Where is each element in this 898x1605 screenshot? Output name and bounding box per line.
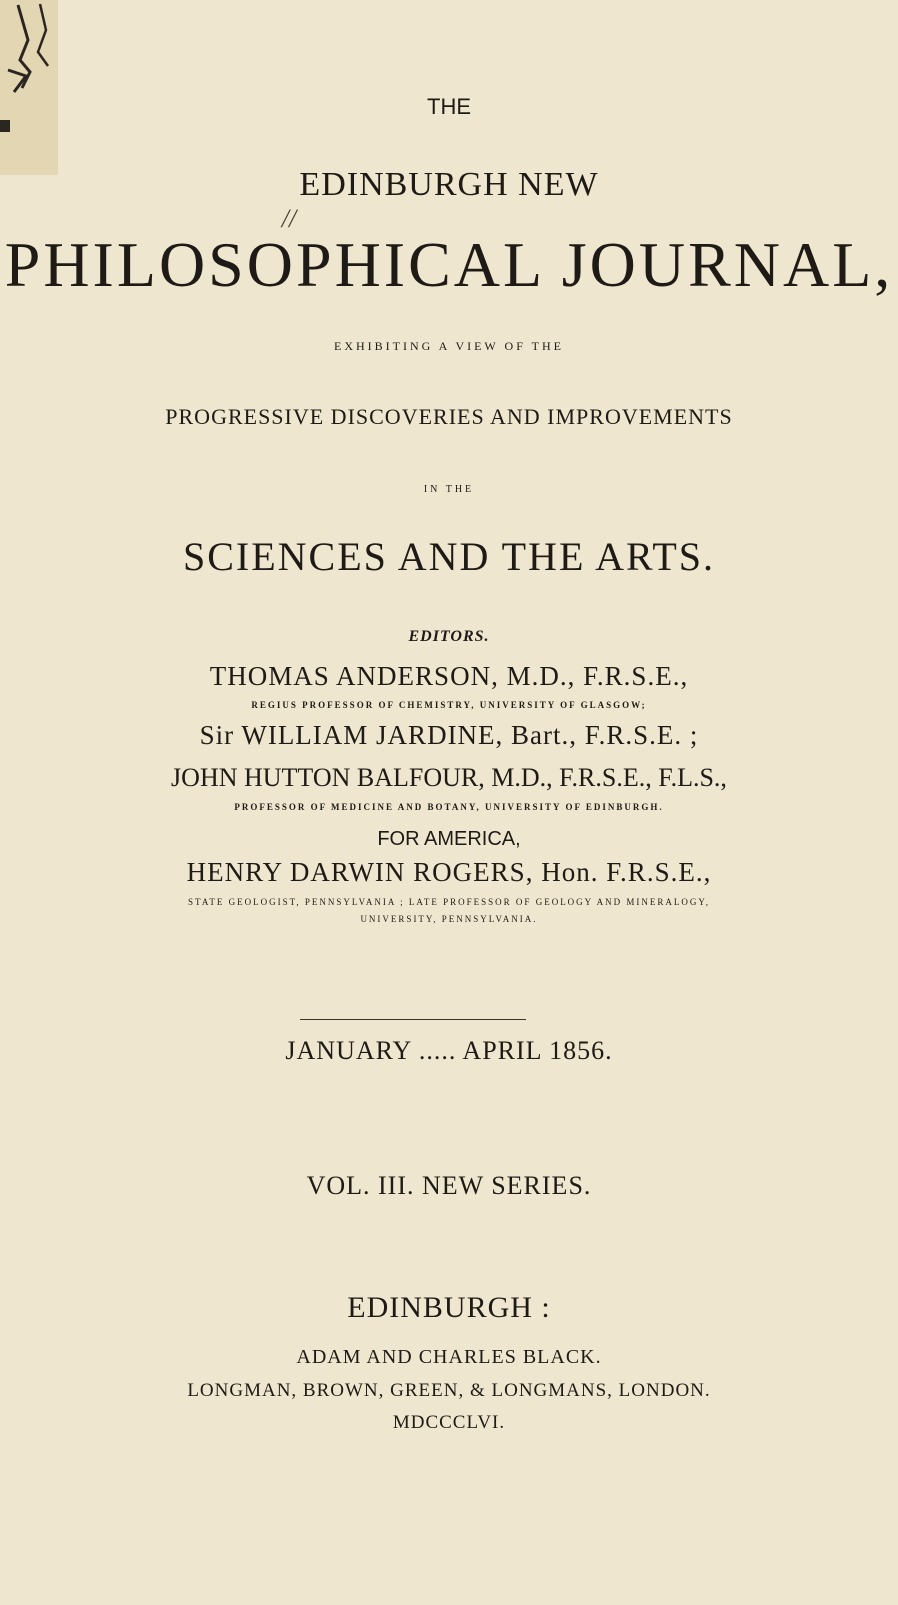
editor4-title-line2: UNIVERSITY, PENNSYLVANIA. bbox=[360, 914, 538, 924]
subtitle-in-the: IN THE bbox=[423, 484, 475, 495]
subtitle-progressive: PROGRESSIVE DISCOVERIES AND IMPROVEMENTS bbox=[165, 404, 733, 429]
subtitle-exhibiting: EXHIBITING A VIEW OF THE bbox=[334, 339, 564, 353]
period-dates: JANUARY ..... APRIL 1856. bbox=[285, 1036, 613, 1065]
subtitle-sciences: SCIENCES AND THE ARTS. bbox=[182, 534, 716, 579]
editor4-line bbox=[0, 857, 898, 888]
imprint-year: MDCCCLVI. bbox=[392, 1412, 506, 1433]
editor2-name: WILLIAM JARDINE, bbox=[241, 720, 504, 750]
editor2-sir: Sir bbox=[199, 720, 235, 750]
title-the: THE bbox=[427, 94, 471, 119]
editor1-name: THOMAS ANDERSON, M.D., F.R.S.E., bbox=[209, 661, 689, 691]
editor3-title: PROFESSOR OF MEDICINE AND BOTANY, UNIVERSITY OF EDINBURGH. bbox=[234, 802, 664, 812]
editor4-name: HENRY DARWIN ROGERS, bbox=[186, 857, 534, 887]
title-edinburgh-new: EDINBURGH NEW bbox=[299, 166, 599, 203]
for-america: FOR AMERICA, bbox=[377, 828, 521, 850]
volume-label: VOL. III. NEW SERIES. bbox=[306, 1171, 592, 1200]
editor4-frse: F.R.S.E., bbox=[606, 857, 712, 887]
editor3-name: JOHN HUTTON BALFOUR, M.D., F.R.S.E., F.L.S., bbox=[171, 763, 727, 792]
imprint-publisher1: ADAM AND CHARLES BLACK. bbox=[296, 1346, 602, 1368]
divider-rule bbox=[300, 1019, 526, 1020]
library-stamp-mark bbox=[0, 0, 58, 175]
imprint-city: EDINBURGH : bbox=[347, 1291, 551, 1324]
editor1-title: REGIUS PROFESSOR OF CHEMISTRY, UNIVERSITY OF GLASGOW; bbox=[251, 700, 647, 710]
imprint-publisher2: LONGMAN, BROWN, GREEN, & LONGMANS, LONDON. bbox=[187, 1380, 711, 1401]
editor2-bart: Bart., bbox=[511, 720, 578, 750]
handwritten-mark: // bbox=[281, 204, 297, 233]
editor2-line bbox=[0, 720, 898, 751]
editors-heading: EDITORS. bbox=[408, 628, 490, 645]
journal-title: PHILOSOPHICAL JOURNAL, bbox=[4, 229, 894, 300]
editor4-title-line1: STATE GEOLOGIST, PENNSYLVANIA ; LATE PROFESSOR OF GEOLOGY AND MINERALOGY, bbox=[188, 897, 710, 907]
editor4-hon: Hon. bbox=[541, 857, 599, 887]
editor2-frse: F.R.S.E. ; bbox=[584, 720, 699, 750]
